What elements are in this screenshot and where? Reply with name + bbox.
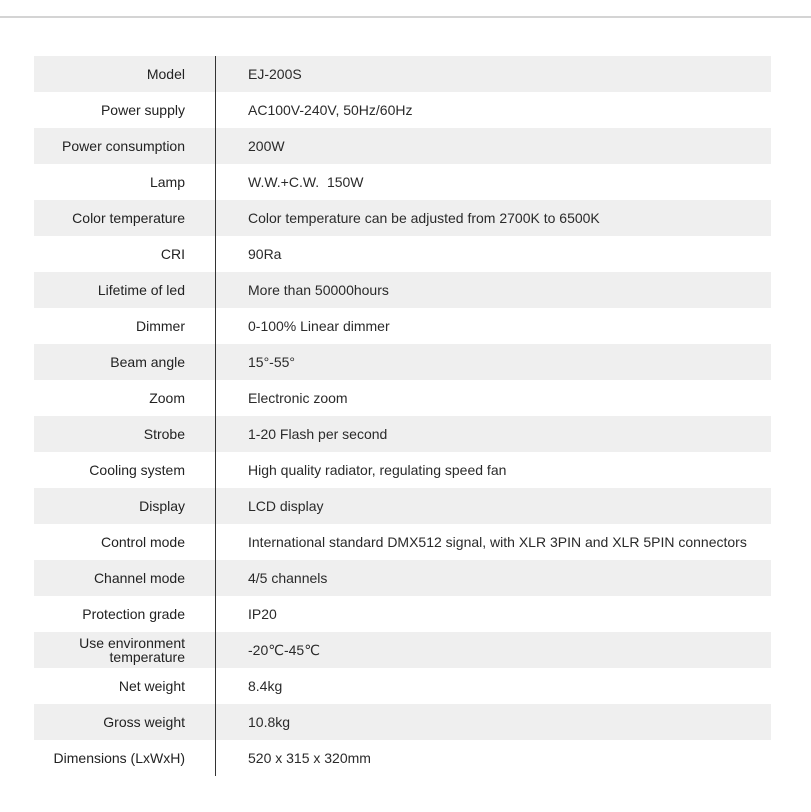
- spec-row-power-supply: [34, 92, 771, 128]
- spec-value: 1-20 Flash per second: [248, 426, 388, 442]
- spec-value: Electronic zoom: [248, 390, 348, 406]
- spec-row-channel-mode: [34, 560, 771, 596]
- spec-value: 8.4kg: [248, 678, 283, 694]
- spec-label: Zoom: [34, 380, 216, 416]
- spec-value: 15°-55°: [248, 354, 296, 370]
- spec-value: AC100V-240V, 50Hz/60Hz: [248, 102, 413, 118]
- spec-row-gross-weight: [34, 704, 771, 740]
- spec-row-protection-grade: [34, 596, 771, 632]
- spec-label: Lifetime of led: [34, 272, 216, 308]
- spec-label: Dimmer: [34, 308, 216, 344]
- spec-row-display: [34, 488, 771, 524]
- spec-row-color-temperature: [34, 200, 771, 236]
- spec-value: 0-100% Linear dimmer: [248, 318, 390, 334]
- spec-value: 10.8kg: [248, 714, 291, 730]
- spec-value: IP20: [248, 606, 277, 622]
- spec-row-model: [34, 56, 771, 92]
- spec-label: Model: [34, 56, 216, 92]
- spec-label: Net weight: [34, 668, 216, 704]
- spec-row-environment-temperature: [34, 632, 771, 668]
- spec-value: 4/5 channels: [248, 570, 328, 586]
- spec-value: 200W: [248, 138, 285, 154]
- spec-value: -20℃-45℃: [248, 641, 320, 658]
- spec-label: Use environment temperature: [34, 632, 216, 668]
- spec-row-cri: [34, 236, 771, 272]
- spec-label: Gross weight: [34, 704, 216, 740]
- spec-label: Beam angle: [34, 344, 216, 380]
- spec-row-power-consumption: [34, 128, 771, 164]
- spec-row-cooling-system: [34, 452, 771, 488]
- spec-row-lifetime: [34, 272, 771, 308]
- top-divider: [0, 16, 811, 18]
- spec-label: Protection grade: [34, 596, 216, 632]
- spec-value: W.W.+C.W. 150W: [248, 174, 364, 190]
- spec-value: Color temperature can be adjusted from 2700K to 6500K: [248, 210, 600, 226]
- spec-value: EJ-200S: [248, 66, 302, 82]
- spec-label: Channel mode: [34, 560, 216, 596]
- spec-value: More than 50000hours: [248, 282, 389, 298]
- spec-value: 90Ra: [248, 246, 282, 262]
- spec-row-dimmer: [34, 308, 771, 344]
- spec-label: Lamp: [34, 164, 216, 200]
- spec-row-dimensions: [34, 740, 771, 776]
- spec-row-control-mode: [34, 524, 771, 560]
- spec-label: Power consumption: [34, 128, 216, 164]
- spec-row-strobe: [34, 416, 771, 452]
- spec-label: Control mode: [34, 524, 216, 560]
- spec-row-lamp: [34, 164, 771, 200]
- spec-value: LCD display: [248, 498, 324, 514]
- spec-label: Strobe: [34, 416, 216, 452]
- spec-table: [34, 56, 771, 776]
- spec-label: Color temperature: [34, 200, 216, 236]
- spec-label: CRI: [34, 236, 216, 272]
- spec-value: International standard DMX512 signal, with XLR 3PIN and XLR 5PIN connectors: [248, 534, 747, 550]
- spec-label: Dimensions (LxWxH): [34, 740, 216, 776]
- spec-label: Cooling system: [34, 452, 216, 488]
- spec-row-beam-angle: [34, 344, 771, 380]
- spec-row-zoom: [34, 380, 771, 416]
- spec-label: Power supply: [34, 92, 216, 128]
- spec-value: High quality radiator, regulating speed fan: [248, 462, 507, 478]
- spec-value: 520 x 315 x 320mm: [248, 750, 371, 766]
- spec-label: Display: [34, 488, 216, 524]
- spec-row-net-weight: [34, 668, 771, 704]
